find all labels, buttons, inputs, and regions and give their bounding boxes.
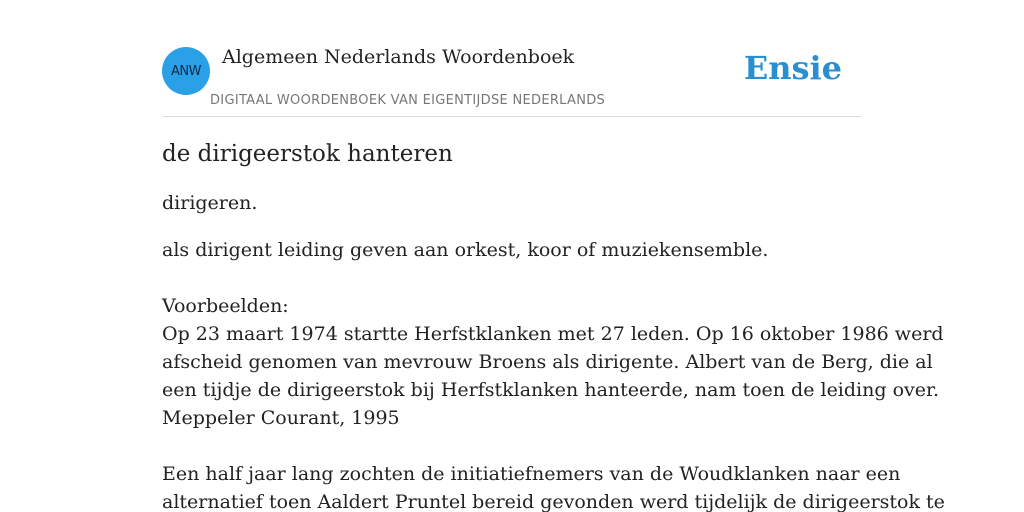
site-header [162, 46, 862, 117]
example-line: een tijdje de dirigeerstok bij Herfstklanken hanteerde, nam toen de leiding over. [162, 379, 940, 401]
example-source: Meppeler Courant, 1995 [162, 407, 400, 429]
example-line: Een half jaar lang zochten de initiatiefnemers van de Woudklanken naar een [162, 463, 901, 485]
example-line: afscheid genomen van mevrouw Broens als dirigente. Albert van de Berg, die al [162, 351, 933, 373]
example-line: Op 23 maart 1974 startte Herfstklanken met 27 leden. Op 16 oktober 1986 werd [162, 323, 944, 345]
example-2 [162, 460, 945, 512]
examples-label: Voorbeelden: [162, 295, 289, 317]
entry-explanation: als dirigent leiding geven aan orkest, koor of muziekensemble. [162, 239, 769, 261]
entry-content [162, 138, 945, 512]
entry-term: de dirigeerstok hanteren [162, 141, 453, 167]
anw-logo[interactable]: ANW [162, 47, 210, 95]
site-title[interactable]: Algemeen Nederlands Woordenboek [222, 46, 575, 68]
site-subtitle: DIGITAAL WOORDENBOEK VAN EIGENTIJDSE NEDERLANDS [210, 93, 606, 108]
ensie-brand-logo[interactable]: Ensie [743, 49, 842, 87]
example-line: alternatief toen Aaldert Pruntel bereid gevonden werd tijdelijk de dirigeerstok te [162, 491, 945, 512]
example-1 [162, 320, 944, 432]
entry-definition: dirigeren. [162, 192, 258, 214]
